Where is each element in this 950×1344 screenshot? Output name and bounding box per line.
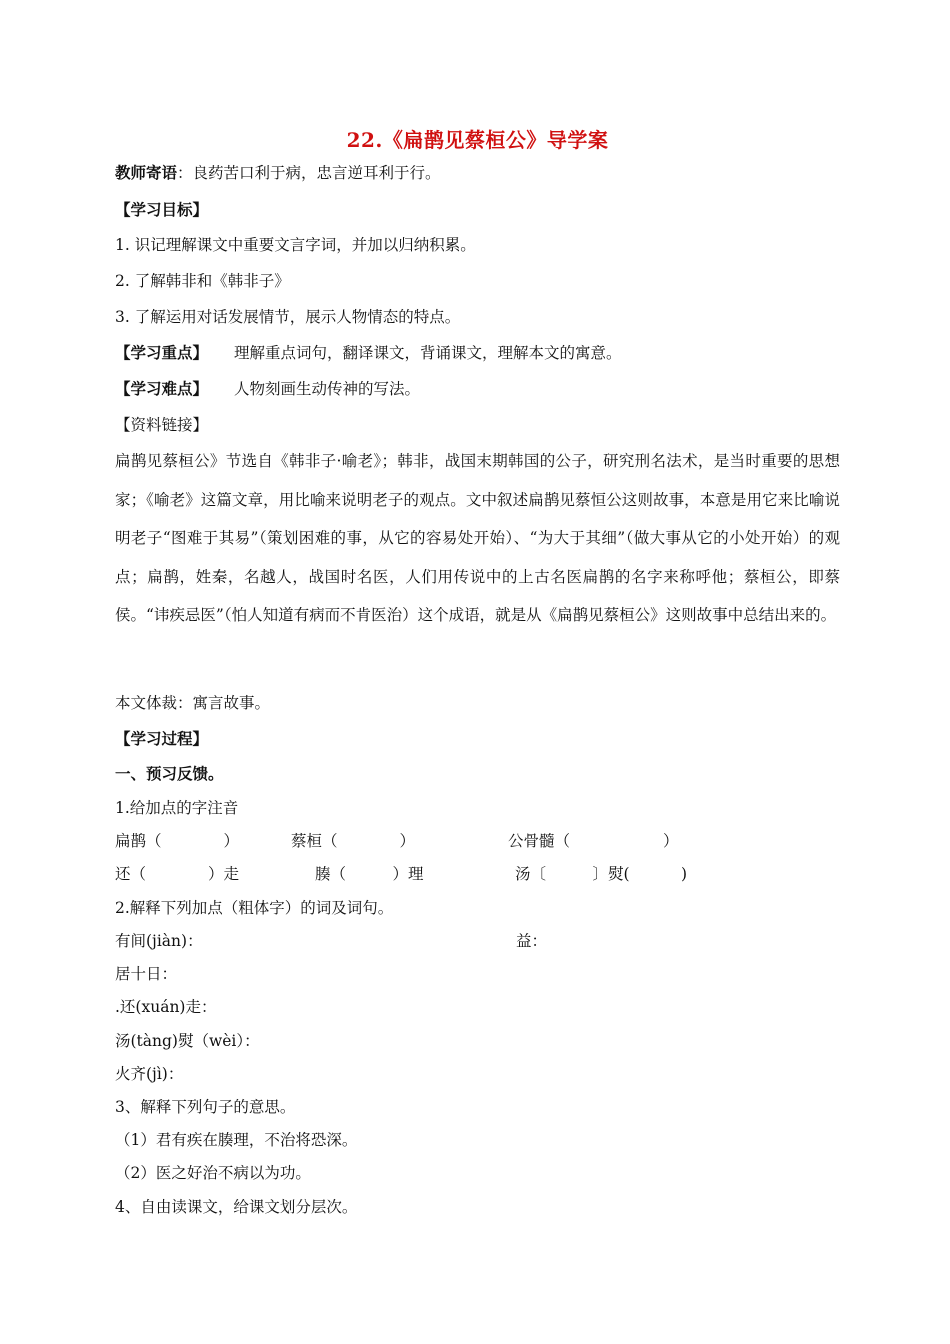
goals-heading: 【学习目标】: [115, 200, 209, 219]
key-points: [115, 342, 622, 364]
word-item-4: .还(xuán)走：: [115, 998, 217, 1016]
sentence-2: （2）医之好治不病以为功。: [115, 1164, 311, 1182]
key-heading: 【学习重点】: [115, 343, 209, 362]
pinyin-blank-6: 汤〔 〕熨( ): [515, 865, 688, 883]
question-3: 3、解释下列句子的意思。: [115, 1098, 296, 1116]
section-preview-heading: 一、预习反馈。: [115, 764, 224, 783]
goal-item-3: 3. 了解运用对话发展情节，展示人物情态的特点。: [115, 308, 461, 326]
goal-item-1: 1. 识记理解课文中重要文言字词，并加以归纳积累。: [115, 236, 476, 254]
pinyin-blank-1: 扁鹊（ ）: [115, 832, 240, 850]
motto-text: ：良药苦口利于病，忠言逆耳利于行。: [177, 164, 441, 182]
pinyin-blank-5: 腠（ ）理: [315, 865, 424, 883]
word-item-6: 火齐(jì)：: [115, 1065, 184, 1083]
goal-item-2: 2. 了解韩非和《韩非子》: [115, 272, 290, 290]
word-item-1: 有间(jiàn)：: [115, 932, 203, 950]
resources-heading: 【资料链接】: [115, 416, 209, 434]
sentence-1: （1）君有疾在腠理，不治将恐深。: [115, 1131, 358, 1149]
word-item-2: 益：: [516, 932, 548, 950]
teacher-motto: [115, 162, 441, 184]
pinyin-blank-3: 公骨髓（ ）: [508, 832, 679, 850]
motto-label: 教师寄语: [115, 163, 178, 182]
word-item-3: 居十日：: [115, 965, 178, 983]
difficulty-heading: 【学习难点】: [115, 379, 209, 398]
question-4: 4、自由读课文，给课文划分层次。: [115, 1198, 358, 1216]
difficulty-points: [115, 378, 420, 400]
question-2: 2.解释下列加点（粗体字）的词及词句。: [115, 899, 394, 917]
genre-line: 本文体裁：寓言故事。: [115, 694, 271, 712]
pinyin-blank-4: 还（ ）走: [115, 865, 240, 883]
page-title: 22.《扁鹊见蔡桓公》导学案: [346, 128, 609, 152]
process-heading: 【学习过程】: [115, 729, 209, 748]
resources-paragraph: 扁鹊见蔡桓公》节选自《韩非子·喻老》；韩非，战国末期韩国的公子，研究刑名法术，是当时重要的思想家；《喻老》这篇文章，用比喻来说明老子的观点。文中叙述扁鹊见蔡恒公这则故事，本意是用它来比喻说明老子“图难于其易”（策划困难的事，从它的容易处开始）、“为大于其细”（做大事从它的小处开始）的观点；扁鹊，姓秦，名越人，战国时名医，人们用传说中的上古名医扁鹊的名字来称呼他；蔡桓公，即蔡侯。“讳疾忌医”（怕人知道有病而不肯医治）这个成语，就是从《扁鹊见蔡桓公》这则故事中总结出来的。: [115, 452, 840, 624]
word-item-5: 汤(tàng)熨（wèi）：: [115, 1032, 260, 1050]
pinyin-blank-2: 蔡桓（ ）: [291, 832, 416, 850]
question-1: 1.给加点的字注音: [115, 799, 239, 817]
key-text: 理解重点词句，翻译课文，背诵课文，理解本文的寓意。: [234, 344, 622, 362]
difficulty-text: 人物刻画生动传神的写法。: [234, 380, 421, 398]
